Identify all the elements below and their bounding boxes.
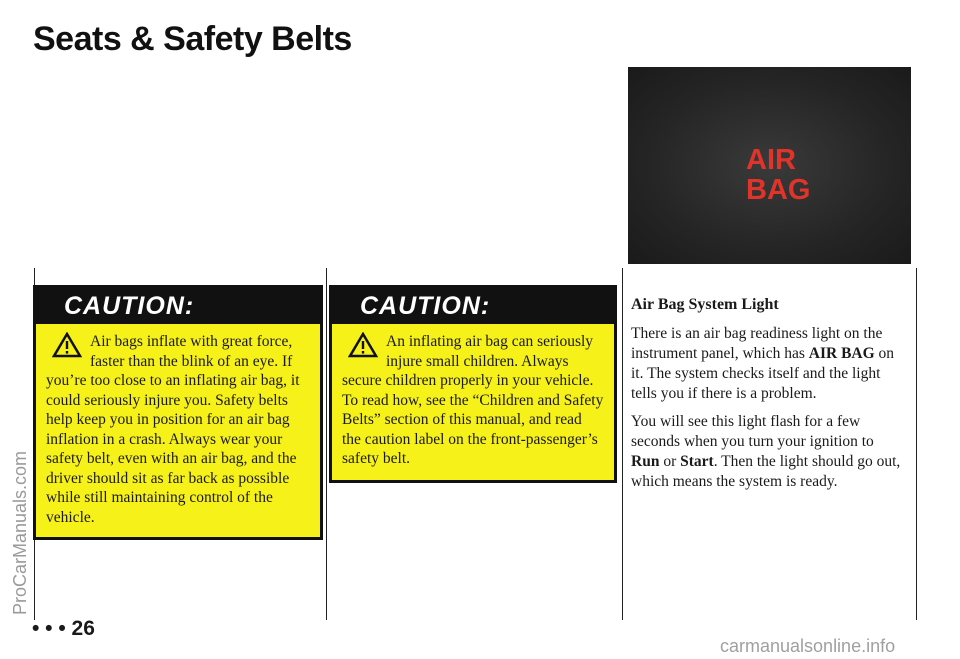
column-divider-right	[622, 268, 623, 620]
column-divider-far-right	[916, 268, 917, 620]
caution-body: Air bags inflate with great force, faster than the blink of an eye. If you’re too close to an inflating air bag, it could seriously injure you. Safety belts help keep you in position for an air bag inflation in a crash. Always wear your safety belt, even with an air bag, and the driver should sit as far back as possible while still maintaining control of the vehicle.	[46, 333, 300, 526]
page-number: • • • 26	[32, 617, 95, 640]
caution-box-left	[33, 285, 323, 540]
caution-header: CAUTION:	[36, 288, 320, 324]
caution-text	[332, 324, 614, 475]
caution-box-middle	[329, 285, 617, 483]
caution-header: CAUTION:	[332, 288, 614, 324]
air-bag-system-light-section	[631, 296, 906, 500]
watermark-text: ProCarManuals.com	[10, 450, 30, 615]
section-heading: Air Bag System Light	[631, 296, 779, 313]
warning-triangle-icon	[348, 332, 378, 358]
air-bag-light-label: AIR BAG	[746, 144, 811, 206]
air-bag-light-photo	[628, 67, 911, 264]
caution-body: An inflating air bag can seriously injure small children. Always secure children properly in your vehicle. To read how, see the “Children and Safety Belts” section of this manual, and read the caution label on the front-passenger’s safety belt.	[342, 333, 604, 467]
column-divider-middle	[326, 268, 327, 620]
warning-triangle-icon	[52, 332, 82, 358]
caution-text	[36, 324, 320, 533]
body-paragraph: You will see this light flash for a few seconds when you turn your ignition to Run or Start. Then the light should go out, which means the system is ready.	[631, 413, 901, 490]
footer-url: carmanualsonline.info	[720, 636, 896, 656]
page-title: Seats & Safety Belts	[33, 20, 352, 58]
body-paragraph: There is an air bag readiness light on the instrument panel, which has AIR BAG on it. The system checks itself and the light tells you if there is a problem.	[631, 325, 895, 402]
